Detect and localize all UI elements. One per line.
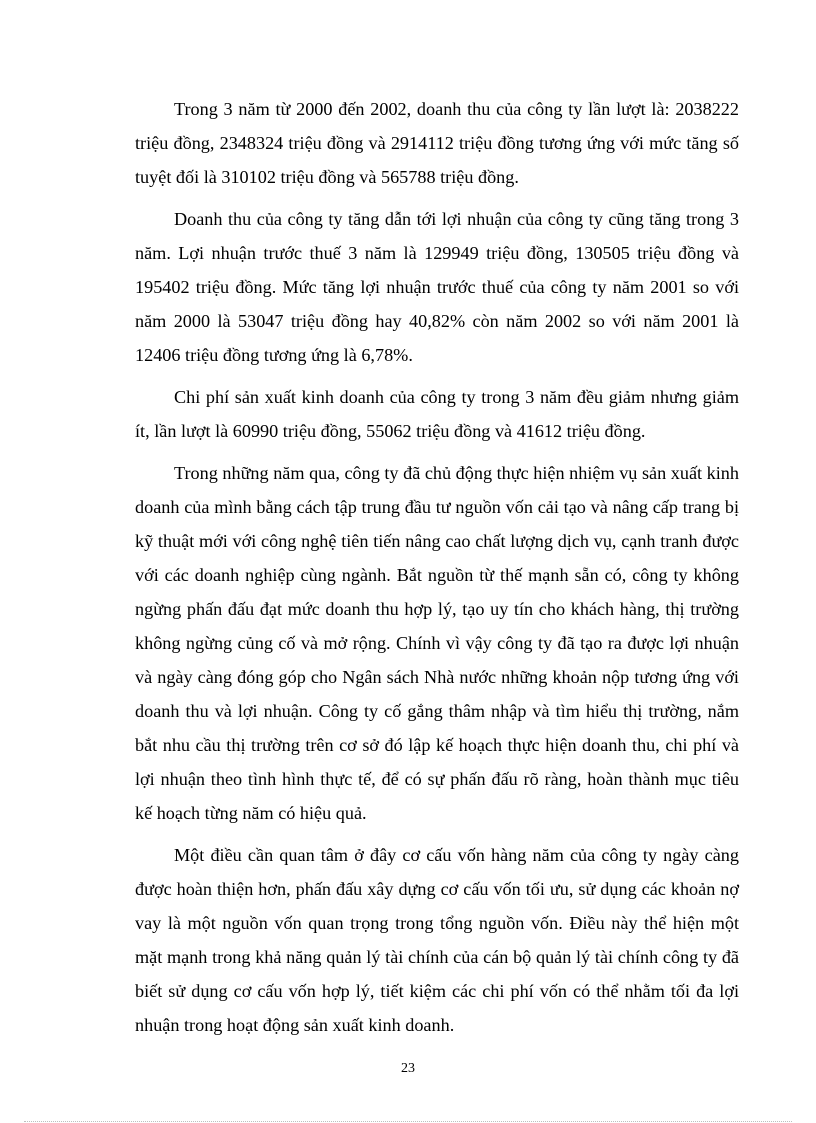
paragraph-profit: Doanh thu của công ty tăng dẫn tới lợi nhuận của công ty cũng tăng trong 3 năm. Lợi nhuận trước thuế 3 năm là 129949 triệu đồng, 130505 triệu đồng và 195402 triệu đồng. Mức tăng lợi nhuận trước thuế của công ty năm 2001 so với năm 2000 là 53047 triệu đồng hay 40,82% còn năm 2002 so với năm 2001 là 12406 triệu đồng tương ứng là 6,78%.	[135, 209, 739, 365]
paragraph-costs: Chi phí sản xuất kinh doanh của công ty trong 3 năm đều giảm nhưng giảm ít, lần lượt là 60990 triệu đồng, 55062 triệu đồng và 41612 triệu đồng.	[135, 387, 739, 441]
paragraph-operations: Trong những năm qua, công ty đã chủ động thực hiện nhiệm vụ sản xuất kinh doanh của mình bằng cách tập trung đầu tư nguồn vốn cải tạo và nâng cấp trang bị kỹ thuật mới với công nghệ tiên tiến nâng cao chất lượng dịch vụ, cạnh tranh được với các doanh nghiệp cùng ngành. Bắt nguồn từ thế mạnh sẵn có, công ty không ngừng phấn đấu đạt mức doanh thu hợp lý, tạo uy tín cho khách hàng, thị trường không ngừng củng cố và mở rộng. Chính vì vậy công ty đã tạo ra được lợi nhuận và ngày càng đóng góp cho Ngân sách Nhà nước những khoản nộp tương ứng với doanh thu và lợi nhuận. Công ty cố gắng thâm nhập và tìm hiểu thị trường, nắm bắt nhu cầu thị trường trên cơ sở đó lập kế hoạch thực hiện doanh thu, chi phí và lợi nhuận theo tình hình thực tế, để có sự phấn đấu rõ ràng, hoàn thành mục tiêu kế hoạch từng năm có hiệu quả.	[135, 463, 739, 823]
paragraph-revenue: Trong 3 năm từ 2000 đến 2002, doanh thu của công ty lần lượt là: 2038222 triệu đồng, 2348324 triệu đồng và 2914112 triệu đồng tương ứng với mức tăng số tuyệt đối là 310102 triệu đồng và 565788 triệu đồng.	[135, 99, 739, 187]
page-number: 23	[401, 1061, 415, 1076]
body-text	[135, 92, 739, 1050]
page-bottom-edge	[24, 1121, 792, 1122]
paragraph-capital-structure: Một điều cần quan tâm ở đây cơ cấu vốn hàng năm của công ty ngày càng được hoàn thiện hơn, phấn đấu xây dựng cơ cấu vốn tối ưu, sử dụng các khoản nợ vay là một nguồn vốn quan trọng trong tổng nguồn vốn. Điều này thể hiện một mặt mạnh trong khả năng quản lý tài chính của cán bộ quản lý tài chính công ty đã biết sử dụng cơ cấu vốn hợp lý, tiết kiệm các chi phí vốn có thể nhằm tối đa lợi nhuận trong hoạt động sản xuất kinh doanh.	[135, 845, 739, 1035]
